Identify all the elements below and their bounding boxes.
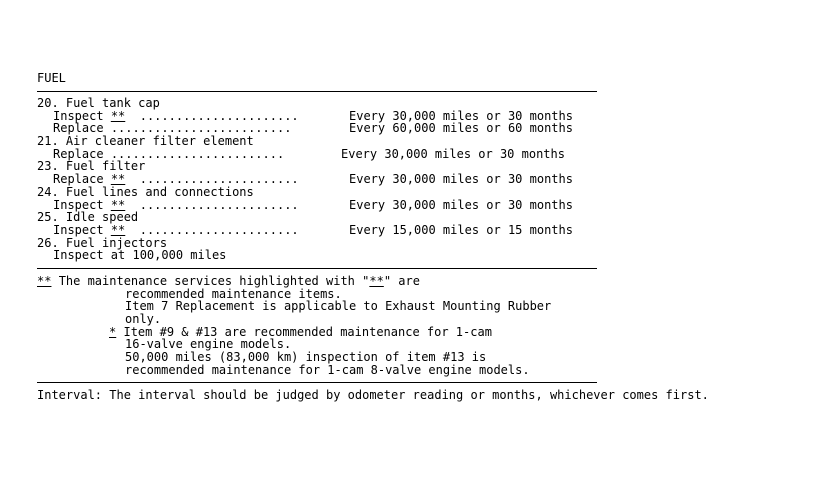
double-star-marker: ** [369, 274, 384, 288]
row-interval: Every 30,000 miles or 30 months [349, 109, 573, 123]
item-row: Inspect at 100,000 miles [53, 248, 227, 262]
note-text: Item 7 Replacement is applicable to Exhaust Mounting Rubber [125, 299, 552, 313]
row-action: Replace [53, 121, 104, 135]
row-dots: ...................... [139, 198, 299, 212]
note-text: Item #9 & #13 are recommended maintenance for 1-cam [123, 325, 492, 339]
note-text: 16-valve engine models. [125, 337, 292, 351]
row-interval: Every 60,000 miles or 60 months [349, 121, 573, 135]
row-interval: Every 30,000 miles or 30 months [349, 198, 573, 212]
row-interval: Every 30,000 miles or 30 months [341, 147, 565, 161]
interval-footer: Interval: The interval should be judged by odometer reading or months, whichever comes first. [37, 388, 709, 402]
footer-divider [37, 382, 597, 383]
row-dots: ......................... [110, 121, 292, 135]
double-star-marker: ** [110, 109, 126, 123]
note-text: recommended maintenance for 1-cam 8-valve engine models. [125, 363, 530, 377]
row-interval: Every 30,000 miles or 30 months [349, 172, 573, 186]
item-heading: 20. Fuel tank cap [37, 96, 160, 110]
double-star-marker: ** [110, 198, 126, 212]
double-star-marker: ** [110, 223, 126, 237]
row-dots: ........................ [110, 147, 285, 161]
double-star-marker: ** [110, 172, 126, 186]
row-interval: Every 15,000 miles or 15 months [349, 223, 573, 237]
item-heading: 24. Fuel lines and connections [37, 185, 254, 199]
row-dots: ...................... [139, 109, 299, 123]
note-text: recommended maintenance items. [125, 287, 342, 301]
double-star-marker: ** [37, 274, 52, 288]
section-title: FUEL [37, 71, 66, 85]
item-heading: 23. Fuel filter [37, 159, 146, 173]
item-heading: 25. Idle speed [37, 210, 139, 224]
note-text: 50,000 miles (83,000 km) inspection of item #13 is [125, 350, 487, 364]
notes-divider [37, 268, 597, 269]
row-action: Inspect [53, 223, 104, 237]
note-text: The maintenance services highlighted with " [58, 274, 370, 288]
item-heading: 26. Fuel injectors [37, 236, 168, 250]
row-dots: ...................... [139, 223, 299, 237]
row-action: Inspect [53, 109, 104, 123]
row-action: Replace [53, 147, 104, 161]
row-action: Replace [53, 172, 104, 186]
row-action: Inspect [53, 198, 104, 212]
title-divider [37, 91, 597, 92]
item-heading: 21. Air cleaner filter element [37, 134, 254, 148]
single-star-marker: * [109, 325, 117, 339]
row-dots: ...................... [139, 172, 299, 186]
note-text: only. [125, 312, 162, 326]
note-text: " are [383, 274, 420, 288]
